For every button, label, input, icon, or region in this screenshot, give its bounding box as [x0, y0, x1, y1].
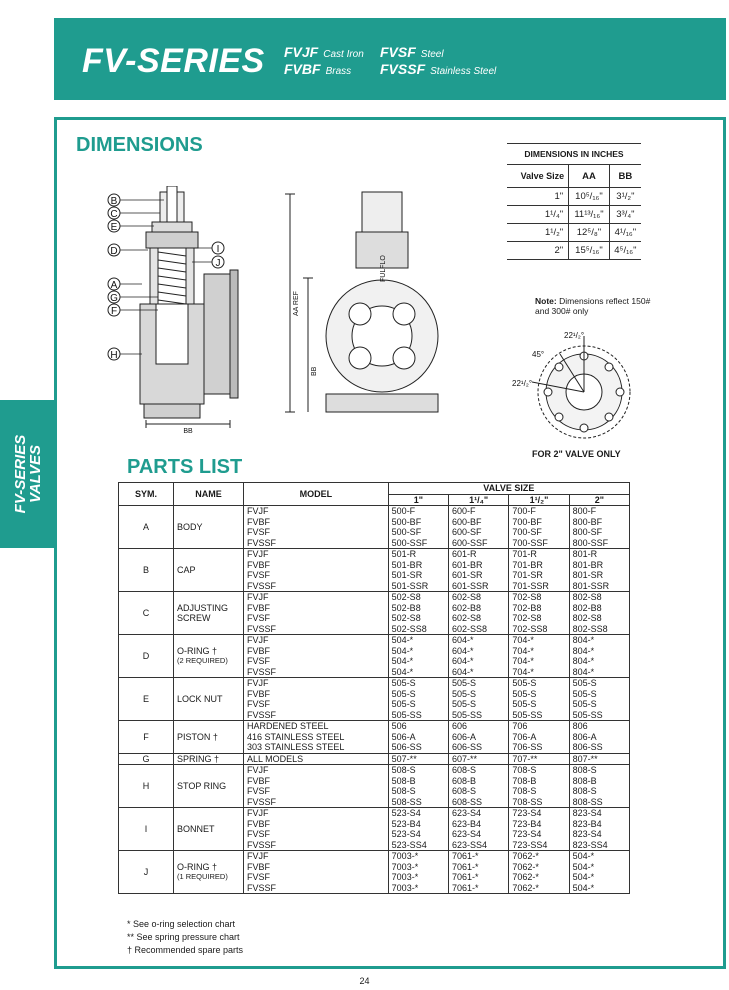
- valve-cross-section-drawing: [100, 186, 250, 436]
- part-number-1in: 7003-* 7003-* 7003-* 7003-*: [388, 851, 448, 894]
- callout-d: D: [110, 246, 118, 257]
- model-material: Stainless Steel: [430, 66, 497, 77]
- part-number-1-25in: 607-**: [449, 753, 509, 765]
- aa-ref-label: AA REF: [293, 291, 300, 316]
- angle-left-label: 22¹/₂°: [512, 379, 533, 388]
- part-name-cell: [174, 765, 244, 808]
- callout-c: C: [110, 209, 118, 220]
- part-number-2in: 504-* 504-* 504-* 504-*: [569, 851, 629, 894]
- part-number-1in: 508-S 508-B 508-S 508-SS: [388, 765, 448, 808]
- part-models: FVJF FVBF FVSF FVSSF: [244, 765, 389, 808]
- part-name: O-RING †: [177, 861, 218, 872]
- series-title: FV-SERIES: [82, 42, 265, 80]
- footnote: * See o-ring selection chart: [127, 919, 236, 929]
- part-name-cell: [174, 678, 244, 721]
- dim-size: 2": [507, 242, 569, 260]
- dimensions-note: [535, 296, 655, 316]
- part-name: SPRING †: [177, 753, 220, 764]
- table-row: [119, 678, 630, 721]
- model-code: FVSSF: [380, 61, 426, 77]
- model-material: Brass: [325, 66, 352, 77]
- part-sym: A: [119, 506, 174, 549]
- part-number-1-5in: 7062-* 7062-* 7062-* 7062-*: [509, 851, 569, 894]
- footnote: † Recommended spare parts: [127, 945, 244, 955]
- dim-bb: 3¹/₂": [609, 188, 641, 206]
- angle-mid-label: 45°: [532, 350, 545, 359]
- part-number-1-5in: 723-S4 723-B4 723-S4 723-SS4: [509, 808, 569, 851]
- part-qty-note: (2 REQUIRED): [177, 656, 228, 665]
- side-tab-line1: FV-SERIES: [12, 434, 29, 514]
- page-number: 24: [359, 976, 370, 986]
- dim-bb: 4⁵/₁₆": [609, 242, 641, 260]
- table-row: [119, 549, 630, 592]
- part-name: O-RING †: [177, 645, 218, 656]
- part-number-2in: 801-R 801-BR 801-SR 801-SSR: [569, 549, 629, 592]
- table-row: [119, 721, 630, 754]
- series-header: [54, 18, 726, 100]
- part-number-1-25in: 602-S8 602-B8 602-S8 602-SS8: [449, 592, 509, 635]
- dim-aa: 11¹³/₁₆": [569, 206, 610, 224]
- side-tab-label: [13, 435, 43, 514]
- part-number-1-25in: 606 606-A 606-SS: [449, 721, 509, 754]
- flange-bolt-pattern-drawing: [508, 322, 648, 444]
- part-qty-note: (1 REQUIRED): [177, 872, 228, 881]
- footnotes: [127, 918, 243, 957]
- part-number-1-25in: 623-S4 623-B4 623-S4 623-SS4: [449, 808, 509, 851]
- part-models: FVJF FVBF FVSF FVSSF: [244, 549, 389, 592]
- col-aa: AA: [569, 165, 610, 188]
- part-number-1-5in: 706 706-A 706-SS: [509, 721, 569, 754]
- model-material: Steel: [420, 49, 444, 60]
- part-sym: E: [119, 678, 174, 721]
- part-models: FVJF FVBF FVSF FVSSF: [244, 678, 389, 721]
- callout-a: A: [110, 280, 118, 291]
- model-codes-right: [380, 44, 496, 78]
- callout-i: I: [216, 244, 220, 255]
- dimensions-table-title: DIMENSIONS IN INCHES: [507, 144, 641, 165]
- part-sym: F: [119, 721, 174, 754]
- part-number-2in: 823-S4 823-B4 823-S4 823-SS4: [569, 808, 629, 851]
- part-number-1-5in: 700-F 700-BF 700-SF 700-SSF: [509, 506, 569, 549]
- part-models: FVJF FVBF FVSF FVSSF: [244, 851, 389, 894]
- part-number-1-25in: 608-S 608-B 608-S 608-SS: [449, 765, 509, 808]
- model-material: Cast Iron: [323, 49, 364, 60]
- angle-top-label: 22¹/₂°: [564, 331, 585, 340]
- part-name-cell: [174, 808, 244, 851]
- part-number-1-25in: 7061-* 7061-* 7061-* 7061-*: [449, 851, 509, 894]
- dim-aa: 12⁵/₈": [569, 224, 610, 242]
- table-row: [119, 753, 630, 765]
- col-model: MODEL: [244, 483, 389, 506]
- part-sym: J: [119, 851, 174, 894]
- dim-size: 1": [507, 188, 569, 206]
- dim-size: 1¹/₄": [507, 206, 569, 224]
- part-name-cell: [174, 506, 244, 549]
- part-name-cell: [174, 635, 244, 678]
- bonnet-text: FULFLO: [380, 255, 387, 282]
- part-number-1in: 504-* 504-* 504-* 504-*: [388, 635, 448, 678]
- note-label: Note:: [535, 296, 557, 306]
- side-tab: [0, 400, 56, 548]
- model-codes-left: [284, 44, 364, 78]
- bb-label-bottom: BB: [183, 428, 193, 435]
- part-models: FVJF FVBF FVSF FVSSF: [244, 808, 389, 851]
- size-1-5: 1¹/₂": [509, 494, 569, 506]
- callout-f: F: [110, 306, 118, 317]
- col-bb: BB: [609, 165, 641, 188]
- part-name-cell: [174, 753, 244, 765]
- size-1-25: 1¹/₄": [449, 494, 509, 506]
- callout-h: H: [110, 350, 118, 361]
- dim-bb: 3³/₄": [609, 206, 641, 224]
- parts-table-body: [119, 506, 630, 894]
- dim-bb: 4¹/₁₆": [609, 224, 641, 242]
- part-number-1in: 506 506-A 506-SS: [388, 721, 448, 754]
- table-row: [119, 765, 630, 808]
- table-row: [119, 851, 630, 894]
- col-valve-size: VALVE SIZE: [388, 483, 629, 495]
- callout-e: E: [110, 222, 118, 233]
- part-name-cell: [174, 851, 244, 894]
- part-models: ALL MODELS: [244, 753, 389, 765]
- part-name: LOCK NUT: [177, 693, 223, 704]
- part-number-1-5in: 704-* 704-* 704-* 704-*: [509, 635, 569, 678]
- note-text: Dimensions reflect 150# and 300# only: [535, 296, 651, 316]
- table-row: [119, 808, 630, 851]
- callout-j: J: [215, 258, 221, 269]
- part-number-2in: 800-F 800-BF 800-SF 800-SSF: [569, 506, 629, 549]
- part-name: ADJUSTING SCREW: [177, 602, 229, 623]
- part-name: BONNET: [177, 823, 215, 834]
- part-number-1-5in: 701-R 701-BR 701-SR 701-SSR: [509, 549, 569, 592]
- part-number-1in: 505-S 505-S 505-S 505-SS: [388, 678, 448, 721]
- dim-aa: 15⁵/₁₆": [569, 242, 610, 260]
- part-models: FVJF FVBF FVSF FVSSF: [244, 506, 389, 549]
- col-valve-size: Valve Size: [507, 165, 569, 188]
- bb-label: BB: [311, 366, 318, 376]
- part-number-1in: 500-F 500-BF 500-SF 500-SSF: [388, 506, 448, 549]
- dimensions-table: [507, 143, 641, 260]
- dim-size: 1¹/₂": [507, 224, 569, 242]
- part-number-1-25in: 604-* 604-* 604-* 604-*: [449, 635, 509, 678]
- part-models: FVJF FVBF FVSF FVSSF: [244, 592, 389, 635]
- part-sym: D: [119, 635, 174, 678]
- part-sym: C: [119, 592, 174, 635]
- table-row: [119, 635, 630, 678]
- part-number-1in: 523-S4 523-B4 523-S4 523-SS4: [388, 808, 448, 851]
- part-number-1-5in: 707-**: [509, 753, 569, 765]
- part-number-1-25in: 601-R 601-BR 601-SR 601-SSR: [449, 549, 509, 592]
- side-tab-line2: VALVES: [27, 444, 44, 504]
- part-number-1-5in: 505-S 505-S 505-S 505-SS: [509, 678, 569, 721]
- part-name-cell: [174, 721, 244, 754]
- parts-list-heading: PARTS LIST: [127, 456, 243, 478]
- table-row: [119, 506, 630, 549]
- dim-aa: 10⁵/₁₆": [569, 188, 610, 206]
- callout-g: G: [110, 293, 118, 304]
- part-sym: G: [119, 753, 174, 765]
- model-code: FVBF: [284, 61, 321, 77]
- part-number-1in: 507-**: [388, 753, 448, 765]
- part-number-2in: 804-* 804-* 804-* 804-*: [569, 635, 629, 678]
- part-sym: B: [119, 549, 174, 592]
- dimensions-heading: DIMENSIONS: [76, 134, 203, 156]
- size-1: 1": [388, 494, 448, 506]
- col-name: NAME: [174, 483, 244, 506]
- model-code: FVJF: [284, 44, 319, 60]
- part-number-2in: 808-S 808-B 808-S 808-SS: [569, 765, 629, 808]
- part-number-2in: 806 806-A 806-SS: [569, 721, 629, 754]
- part-number-2in: 505-S 505-S 505-S 505-SS: [569, 678, 629, 721]
- size-2: 2": [569, 494, 629, 506]
- part-number-1-25in: 505-S 505-S 505-S 505-SS: [449, 678, 509, 721]
- part-name: STOP RING: [177, 780, 227, 791]
- part-name: PISTON †: [177, 731, 218, 742]
- part-models: FVJF FVBF FVSF FVSSF: [244, 635, 389, 678]
- part-number-2in: 802-S8 802-B8 802-S8 802-SS8: [569, 592, 629, 635]
- model-code: FVSF: [380, 44, 416, 60]
- part-sym: H: [119, 765, 174, 808]
- callout-b: B: [110, 196, 118, 207]
- part-name-cell: [174, 592, 244, 635]
- part-name: CAP: [177, 564, 196, 575]
- part-number-1-5in: 708-S 708-B 708-S 708-SS: [509, 765, 569, 808]
- part-number-1-25in: 600-F 600-BF 600-SF 600-SSF: [449, 506, 509, 549]
- parts-table: [118, 482, 630, 894]
- flange-note: FOR 2" VALVE ONLY: [532, 449, 621, 459]
- part-name: BODY: [177, 521, 203, 532]
- valve-front-view-drawing: [278, 186, 448, 416]
- table-row: [119, 592, 630, 635]
- col-sym: SYM.: [119, 483, 174, 506]
- part-sym: I: [119, 808, 174, 851]
- part-name-cell: [174, 549, 244, 592]
- part-number-2in: 807-**: [569, 753, 629, 765]
- part-number-1-5in: 702-S8 702-B8 702-S8 702-SS8: [509, 592, 569, 635]
- part-models: HARDENED STEEL 416 STAINLESS STEEL 303 STAINLESS STEEL: [244, 721, 389, 754]
- part-number-1in: 502-S8 502-B8 502-S8 502-SS8: [388, 592, 448, 635]
- footnote: ** See spring pressure chart: [127, 932, 240, 942]
- part-number-1in: 501-R 501-BR 501-SR 501-SSR: [388, 549, 448, 592]
